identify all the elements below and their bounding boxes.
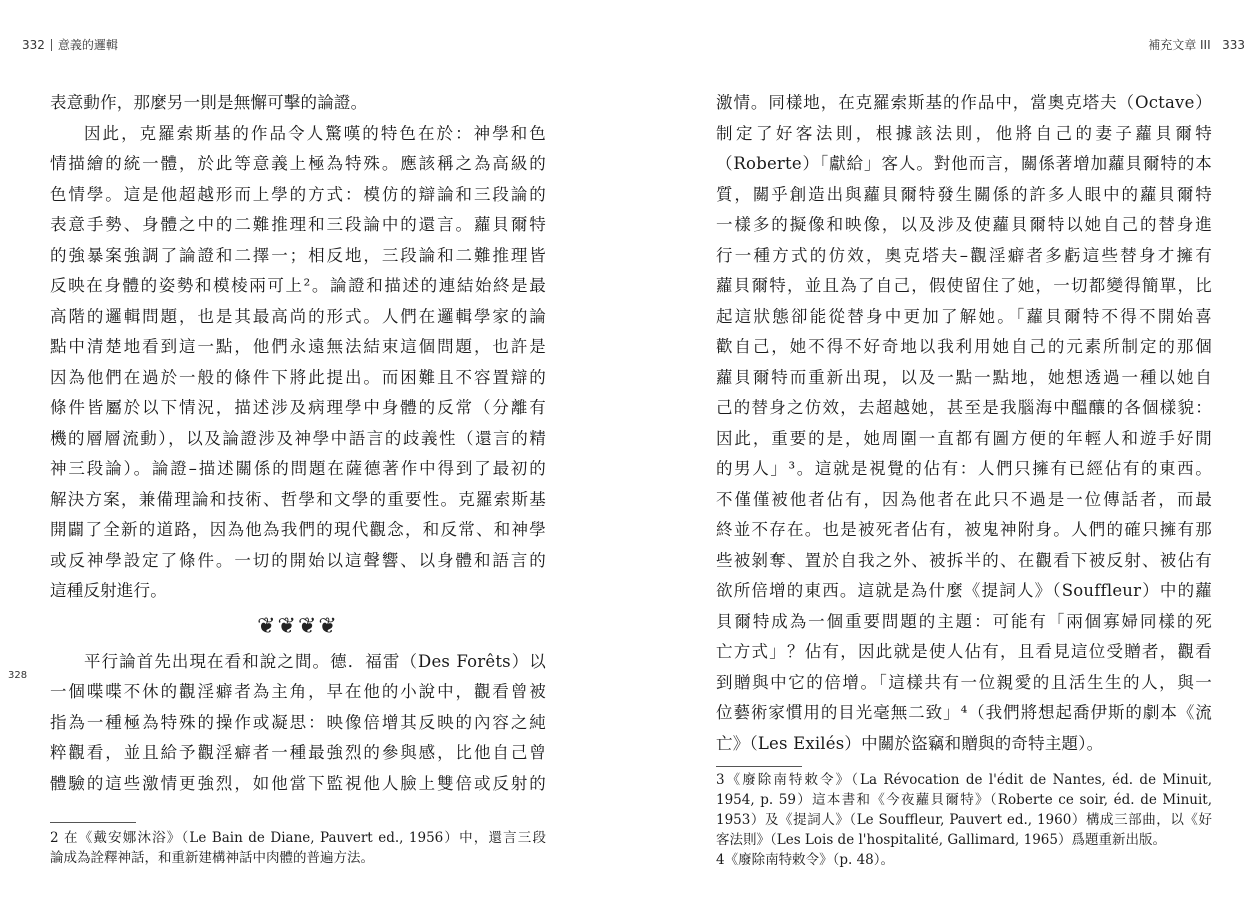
text-line: 平行論首先出現在看和說之間。德．福雷（Des Forêts）以 xyxy=(84,651,546,671)
running-header-right xyxy=(1148,36,1245,53)
text-line: 己的替身之仿效，去超越她，甚至是我腦海中醞釀的各個樣貌： xyxy=(716,398,1212,417)
text-line: 的強暴案強調了論證和二擇一；相反地，三段論和二難推理皆 xyxy=(50,245,546,265)
text-line: 因此，克羅索斯基的作品令人驚嘆的特色在於：神學和色 xyxy=(84,123,546,143)
text-line: 表意手勢、身體之中的二難推理和三段論中的還言。蘿貝爾特 xyxy=(50,215,546,234)
footnote-line: 1953）及《提詞人》（Le Souffleur, Pauvert ed., 1960）構成三部曲，以《好 xyxy=(716,812,1212,828)
book-title: 意義的邏輯 xyxy=(57,38,118,52)
text-line: 不僅僅被他者佔有，因為他者在此只不過是一位傳話者，而最 xyxy=(716,489,1212,509)
footnote-rule-left xyxy=(50,822,136,823)
text-line: 起這狀態卻能從替身中更加了解她。「蘿貝爾特不得不開始喜 xyxy=(716,306,1212,326)
page-number-left: 332 xyxy=(22,38,45,52)
text-line: 一樣多的擬像和映像，以及涉及使蘿貝爾特以她自己的替身進 xyxy=(716,215,1212,234)
text-line: 因此，重要的是，她周圍一直都有圖方便的年輕人和遊手好閒 xyxy=(716,428,1212,448)
text-line: 行一種方式的仿效，奧克塔夫–觀淫癖者多虧這些替身才擁有 xyxy=(716,245,1212,265)
text-line: 或反神學設定了條件。一切的開始以這聲響、以身體和語言的 xyxy=(50,550,546,570)
footnote-line: 3《廢除南特敕令》（La Révocation de l'édit de Nantes, éd. de Minuit, xyxy=(716,772,1212,788)
left-page-body xyxy=(50,88,546,799)
text-line: 歡自己，她不得不好奇地以我利用她自己的元素所制定的那個 xyxy=(716,337,1212,356)
footnote-line: 論成為詮釋神話，和重新建構神話中肉體的普遍方法。 xyxy=(50,850,374,866)
text-line: 終並不存在。也是被死者佔有，被鬼神附身。人們的確只擁有那 xyxy=(716,520,1212,539)
text-line: 指為一種極為特殊的操作或凝思：映像倍增其反映的內容之純 xyxy=(50,712,546,732)
running-header-left xyxy=(22,36,118,53)
text-line: 質，關乎創造出與蘿貝爾特發生關係的許多人眼中的蘿貝爾特 xyxy=(716,184,1212,204)
text-line: 一個喋喋不休的觀淫癖者為主角，早在他的小說中，觀看曾被 xyxy=(50,682,546,701)
footnote-line: 客法則》（Les Lois de l'hospitalité, Gallimard, 1965）爲題重新出版。 xyxy=(716,832,1166,848)
text-line: 蘿貝爾特而重新出現，以及一點一點地，她想透過一種以她自 xyxy=(716,367,1212,387)
text-line: 的男人」³。這就是視覺的佔有：人們只擁有已經佔有的東西。 xyxy=(716,459,1212,478)
margin-reference-number: 328 xyxy=(8,670,28,681)
text-line: 亡方式」？佔有，因此就是使人佔有，且看見這位受贈者，觀看 xyxy=(716,642,1212,661)
footnote-line: 1954, p. 59）這本書和《今夜蘿貝爾特》（Roberte ce soir, éd. de Minuit, xyxy=(716,792,1212,808)
footnote-line: 4《廢除南特敕令》（p. 48）。 xyxy=(716,852,894,868)
text-line: 這種反射進行。 xyxy=(50,581,167,600)
text-line: 體驗的這些激情更強烈，如他當下監視他人臉上雙倍或反射的 xyxy=(50,773,546,793)
footnote-line: 2 在《戴安娜沐浴》（Le Bain de Diane, Pauvert ed., 1956）中，還言三段 xyxy=(50,830,546,846)
text-line: 表意動作，那麼另一則是無懈可擊的論證。 xyxy=(50,93,368,112)
text-line: 因為他們在過於一般的條件下將此提出。而困難且不容置辯的 xyxy=(50,367,546,387)
section-ornament: ❦❦❦❦ xyxy=(257,613,339,639)
text-line: 高階的邏輯問題，也是其最高尚的形式。人們在邏輯學家的論 xyxy=(50,306,546,326)
text-line: （Roberte）「獻給」客人。對他而言，關係著增加蘿貝爾特的本 xyxy=(716,154,1212,173)
text-line: 貝爾特成為一個重要問題的主題：可能有「兩個寡婦同樣的死 xyxy=(716,611,1212,631)
text-line: 神三段論）。論證–描述關係的問題在薩德著作中得到了最初的 xyxy=(50,459,546,478)
text-line: 反映在身體的姿勢和模棱兩可上²。論證和描述的連結始終是最 xyxy=(50,276,546,295)
text-line: 開闢了全新的道路，因為他為我們的現代觀念，和反常、和神學 xyxy=(50,520,546,539)
left-footnote xyxy=(50,828,546,868)
text-line: 制定了好客法則，根據該法則，他將自己的妻子蘿貝爾特 xyxy=(716,123,1212,143)
page-number-right: 333 xyxy=(1222,38,1245,52)
text-line: 解決方案，兼備理論和技術、哲學和文學的重要性。克羅索斯基 xyxy=(50,489,546,509)
header-divider xyxy=(51,39,52,51)
right-footnotes xyxy=(716,770,1212,870)
text-line: 蘿貝爾特，並且為了自己，假使留住了她，一切都變得簡單，比 xyxy=(716,276,1212,295)
text-line: 亡》（Les Exilés）中關於盜竊和贈與的奇特主題）。 xyxy=(716,733,1104,753)
text-line: 欲所倍增的東西。這就是為什麼《提詞人》（Souffleur）中的蘿 xyxy=(716,581,1212,600)
text-line: 激情。同樣地，在克羅索斯基的作品中，當奧克塔夫（Octave） xyxy=(716,93,1212,112)
text-line: 色情學。這是他超越形而上學的方式：模仿的辯論和三段論的 xyxy=(50,184,546,204)
text-line: 情描繪的統一體，於此等意義上極為特殊。應該稱之為高級的 xyxy=(50,154,546,173)
right-page-body xyxy=(716,88,1212,759)
text-line: 機的層層流動），以及論證涉及神學中語言的歧義性（還言的精 xyxy=(50,428,546,448)
text-line: 粹觀看，並且給予觀淫癖者一種最強烈的參與感，比他自己曾 xyxy=(50,743,546,762)
text-line: 位藝術家慣用的目光毫無二致」⁴（我們將想起喬伊斯的劇本《流 xyxy=(716,703,1212,722)
text-line: 些被剝奪、置於自我之外、被拆半的、在觀看下被反射、被佔有 xyxy=(716,550,1212,570)
chapter-title: 補充文章 III xyxy=(1148,38,1211,52)
footnote-rule-right xyxy=(716,766,802,767)
text-line: 點中清楚地看到這一點，他們永遠無法結束這個問題，也許是 xyxy=(50,337,546,356)
text-line: 條件皆屬於以下情況，描述涉及病理學中身體的反常（分離有 xyxy=(50,398,546,417)
text-line: 到贈與中它的倍增。「這樣共有一位親愛的且活生生的人，與一 xyxy=(716,672,1212,692)
